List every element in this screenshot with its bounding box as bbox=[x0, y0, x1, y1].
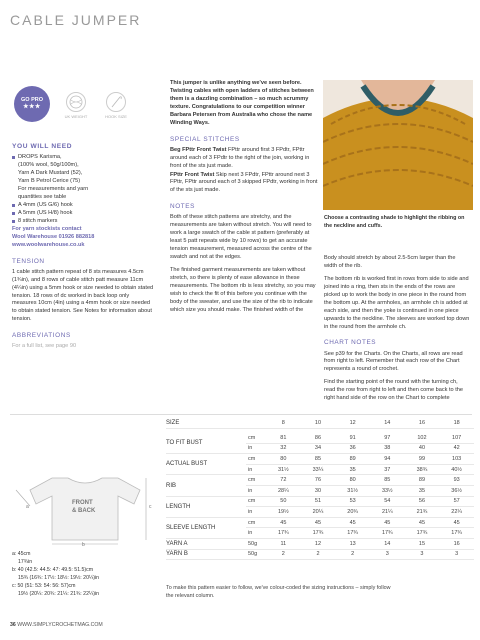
jumper-photo bbox=[323, 80, 473, 210]
measurement-a: a: 45cm bbox=[12, 551, 31, 557]
hook-size-label: HOOK SIZE bbox=[105, 114, 127, 119]
bullet-icon bbox=[12, 220, 15, 223]
size-table bbox=[166, 418, 474, 560]
tension-text: 1 cable stitch pattern repeat of 8 sts measures 4.5cm (1¾in), and 8 rows of cable stitch patt measure 11cm (4¼in) using a 5mm hook or size needed to obtain stated tension. 18 rows of dc worked in back loop only measures 10cm (4in) using a 4mm hook or size needed to obtain stated tension. See Notes for information about tension. bbox=[12, 268, 154, 323]
left-column bbox=[12, 142, 154, 356]
materials-line: A 5mm (US H/8) hook bbox=[12, 210, 154, 218]
star-rating: ★★★ bbox=[23, 104, 41, 110]
table-row: YARN B 50g 2 2 2 3 3 3 bbox=[166, 549, 474, 560]
stockists-label: For yarn stockists contact bbox=[12, 225, 82, 232]
tension-heading: TENSION bbox=[12, 257, 45, 265]
body-paragraph: Body should stretch by about 2.5-5cm larger than the width of the rib. bbox=[324, 255, 456, 269]
photo-caption: Choose a contrasting shade to highlight the ribbing on the neckline and cuffs. bbox=[324, 215, 465, 229]
materials-line: 8 stitch markers bbox=[12, 218, 154, 226]
schematic-key-c: c bbox=[149, 504, 152, 510]
measurement-b: b: 40 (42.5: 44.5: 47: 49.5: 51.5)cm bbox=[12, 567, 94, 574]
table-row: SIZE 8 10 12 14 16 18 bbox=[166, 418, 474, 429]
page-title: CABLE JUMPER bbox=[10, 12, 142, 28]
materials-line: Yarn A Dark Mustard (52), bbox=[18, 170, 83, 177]
you-will-need-heading: YOU WILL NEED bbox=[12, 143, 73, 150]
skill-badges bbox=[14, 86, 154, 126]
bullet-icon bbox=[12, 204, 15, 207]
abbreviations-heading: ABBREVIATIONS bbox=[12, 332, 71, 340]
bullet-icon bbox=[12, 212, 15, 215]
table-row: in 28¼ 30 31½ 33½ 35 36½ bbox=[166, 486, 474, 497]
materials-line: Yarn B Petrol Cerice (75) bbox=[18, 178, 81, 185]
notes-heading: NOTES bbox=[170, 203, 196, 211]
middle-column bbox=[170, 80, 318, 320]
table-row: RIB cm 72 76 80 85 89 93 bbox=[166, 475, 474, 486]
page-footer bbox=[10, 622, 103, 628]
table-row: LENGTH cm 50 51 53 54 56 57 bbox=[166, 496, 474, 507]
materials-line: For measurements and yarn bbox=[18, 186, 89, 193]
abbreviations-text: For a full list, see page 90 bbox=[12, 343, 77, 350]
table-row: YARN A 50g 11 12 13 14 15 16 bbox=[166, 539, 474, 550]
schematic-label-front: FRONT bbox=[72, 500, 93, 506]
table-row: in 19½ 20¼ 20¾ 21¼ 21¾ 22¼ bbox=[166, 507, 474, 518]
schematic-key-b: b bbox=[82, 542, 85, 548]
hook-icon bbox=[106, 92, 126, 112]
materials-line: A 4mm (US G/6) hook bbox=[12, 202, 154, 210]
table-row: ACTUAL BUST cm 80 85 89 94 99 103 bbox=[166, 454, 474, 465]
special-stitches-heading: SPECIAL STITCHES bbox=[170, 135, 240, 143]
chart-notes-paragraph: See p39 for the Charts. On the Charts, all rows are read from right to left. Remember that each row of the Chart represents a round of crochet. bbox=[324, 350, 463, 373]
special-stitch-beg: Beg FPttr Front Twist FPttr around first 3 FPdtr, FPttr around each of 3 FPdtr to the right of the join, working in front of the sts just made. bbox=[170, 146, 310, 169]
yarn-ball-icon bbox=[66, 92, 86, 112]
jumper-schematic bbox=[10, 470, 160, 548]
materials-line: DROPS Karisma, bbox=[12, 154, 154, 162]
table-row: in 31½ 33¼ 35 37 38¾ 40½ bbox=[166, 464, 474, 475]
measurement-b-in: 15¾ (16¾: 17½: 18½: 19½: 20¼)in bbox=[18, 575, 100, 582]
uk-weight-label: UK WEIGHT bbox=[64, 114, 88, 119]
bullet-icon bbox=[12, 156, 15, 159]
section-divider bbox=[10, 414, 472, 415]
measurements-list bbox=[12, 550, 162, 598]
schematic-key-a: a bbox=[26, 504, 29, 510]
materials-line: quantities see table bbox=[18, 194, 67, 201]
measurement-c-in: 19½ (20¼: 20¾: 21¼: 21¾: 22¼)in bbox=[18, 591, 100, 598]
website-url: WWW.SIMPLYCROCHETMAG.COM bbox=[17, 622, 103, 628]
body-paragraph: The bottom rib is worked first in rows from side to side and joined into a ring, then sts in the ends of the rows are picked up to work the body in one piece in the round from the bottom up. At the armholes, an armhole ch is added at each side, and then the yoke is continued in one piece upwards to the neckline. The sleeves are worked top down in the round from the armhole ch. bbox=[324, 275, 470, 330]
table-row: in 17¾ 17¾ 17¾ 17¾ 17¾ 17¾ bbox=[166, 528, 474, 539]
go-pro-badge: GO PRO ★★★ bbox=[14, 86, 50, 122]
right-column bbox=[324, 255, 470, 408]
stockist-website[interactable]: www.woolwarehouse.co.uk bbox=[12, 241, 85, 248]
stockist-name: Wool Warehouse 01926 882818 bbox=[12, 233, 95, 240]
measurement-a-in: 17¾in bbox=[18, 559, 33, 566]
schematic-label-back: & BACK bbox=[72, 508, 96, 514]
table-row: in 32 34 36 38 40 42 bbox=[166, 443, 474, 454]
intro-text: This jumper is unlike anything we've seen before. Twisting cables with open ladders of stitches between them is a dazzling combination – so much scrummy texture. Congratulations to our competition winner Barbara Petersen from Australia who chose the name Winding Ways. bbox=[170, 80, 314, 126]
materials-line: (100% wool, 50g/100m), bbox=[18, 162, 79, 169]
notes-paragraph: Both of these stitch patterns are stretchy, and the measurements are taken without stretch. You will need to work a large swatch of the cable st pattern (preferably at least 5 patt repeats wide by 10 rows) to get an accurate tension measurement, measured across the centre of the swatch and not at the edges. bbox=[170, 214, 312, 261]
chart-notes-heading: CHART NOTES bbox=[324, 339, 377, 347]
chart-notes-paragraph: Find the starting point of the round with the turning ch, read the row from right to left and then come back to the right hand side of the row on the Chart to complete bbox=[324, 379, 463, 402]
measurement-c: c: 50 (51: 53: 54: 56: 57)cm bbox=[12, 583, 76, 590]
notes-paragraph: The finished garment measurements are taken without stretch, so there is plenty of ease allowance in these measurements. The bottom rib is less stretchy, so you may wish to check the fit of this before you continue with the body of the sweater, and use the size of the rib to indicate which size you should make. The finished width of the bbox=[170, 267, 316, 313]
table-note: To make this pattern easier to follow, we've colour-coded the sizing instructions – simply follow the relevant column. bbox=[166, 585, 391, 599]
page-number: 36 bbox=[10, 622, 16, 628]
table-row: TO FIT BUST cm 81 86 91 97 102 107 bbox=[166, 433, 474, 444]
special-stitch-fp: FPttr Front Twist Skip next 3 FPdtr, FPttr around next 3 FPttr, FPttr around each of 3 skipped FPdtr, working in front of the sts just made. bbox=[170, 171, 318, 194]
table-row: SLEEVE LENGTH cm 45 45 45 45 45 45 bbox=[166, 517, 474, 528]
